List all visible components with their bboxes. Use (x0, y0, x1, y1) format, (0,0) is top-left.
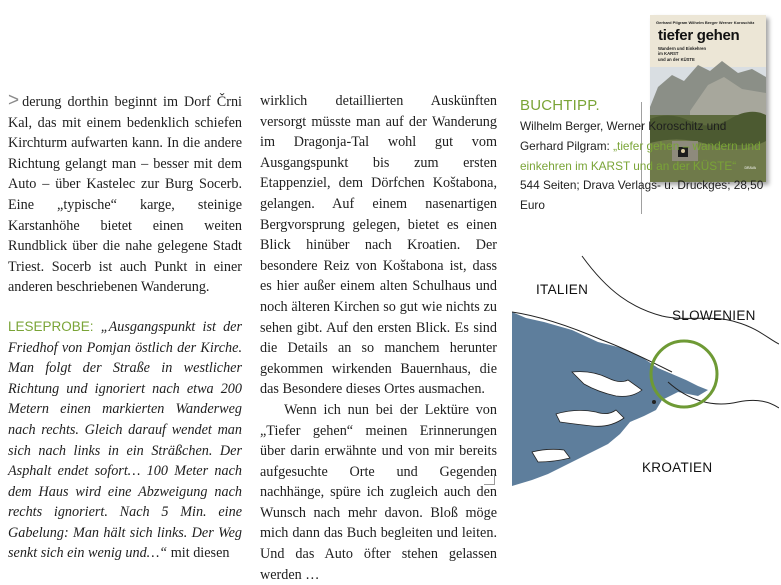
map-label-slowenien: SLOWENIEN (672, 308, 756, 323)
region-map (512, 252, 779, 486)
leseprobe-label: LESEPROBE: (8, 318, 94, 334)
book-cover-subtitle-line1: Wandern und Einkehren (658, 46, 707, 51)
buchtipp-title: „tiefer gehen – wandern und einkehren im KARST und an der KÜSTE“ (520, 138, 761, 173)
leseprobe-quote: „Ausgangspunkt ist der Friedhof von Pomjan östlich der Kirche. Man folgt der Straße in westlicher Richtung und ignoriert nach etwa 200 Metern einen markierten Wanderweg nach rechts. Gleich darauf wendet man sich nach links in ein Sträßchen. Der Asphalt endet sofort… 100 Meter nach dem Haus wird eine Abzweigung nach rechts ignoriert. Nach 5 Min. eine Gabelung: Man hält sich links. Der Weg senkt sich ein wenig und…“ (8, 318, 243, 562)
article-column-2 (260, 91, 497, 585)
column1-paragraph-1-text: derung dorthin beginnt im Dorf Črni Kal, das mit einem bedenklich schiefen Kirchturm aufwarten kann. In die andere Richtung gelangt man – besser mit dem Auto – über Kastelec zur Burg Socerb. Eine „typische“ karge, steinige Karstanhöhe bietet einen weiten Rundblick über die nahe gelegene Stadt Triest. Socerb ist auch Punkt in einer anderen beschriebenen Wanderung. (8, 94, 242, 296)
article-end-mark (484, 474, 495, 485)
buchtipp-details: 544 Seiten; Drava Verlags- u. Druckges; 28,50 Euro (520, 178, 764, 213)
book-cover-publisher: DRAVA (744, 166, 756, 170)
buchtipp-body (520, 117, 770, 216)
column2-paragraph-2: Wenn ich nun bei der Lektüre von „Tiefer gehen“ meinen Erinnerungen über darin erwähnte und von mir bereits aufgesuchte Orte und Gegenden nachhänge, spüre ich zugleich auch den Wunsch nach mehr davon. Bloß möge mich dann das Buch begleiten und leiten. Und das Auto öfter stehen gelassen werden … (260, 401, 497, 583)
book-cover-subtitle-line2: im KARST (658, 51, 679, 57)
continuation-arrow-icon: > (8, 90, 20, 111)
leseprobe-tail: mit diesen (167, 545, 230, 562)
buchtipp-heading: BUCHTIPP. (520, 97, 600, 114)
book-cover-title: tiefer gehen (658, 27, 740, 44)
book-cover-subtitle (658, 46, 706, 62)
book-cover-authors: Gerhard Pilgram Wilhelm Berger Werner Koroschitz (656, 20, 755, 25)
column1-paragraph-1 (8, 91, 242, 298)
leseprobe-paragraph (8, 317, 242, 564)
map-label-kroatien: KROATIEN (642, 460, 713, 475)
article-column-1 (8, 91, 242, 564)
map-label-italien: ITALIEN (536, 282, 589, 297)
column2-paragraph-1: wirklich detaillierten Auskünften versorgt müsste man auf der Wanderung im Dragonja-Tal wohl gut vom Ausgangspunkt bis zum ersten Etappenziel, dem Dörfchen Koštabona, gelangen. Auf einem nasenartigen Bergvorsprung gelegen, bietet es einen Blick hinüber nach Kroatien. Der besondere Reiz von Koštabona ist, dass es hier außer einem alten Schulhaus und noch älteren Kirchen so gut wie nichts zu sehen gibt. Auf den ersten Blick. Es sind die Details an so manchem herunter gekommen wirkenden Bauernhaus, die das Besondere dieses Ortes ausmachen. (260, 93, 497, 398)
book-cover-subtitle-line3: und an der KÜSTE (658, 56, 695, 62)
buchtipp-authors: Wilhelm Berger, Werner Koroschitz und Gerhard Pilgram: (520, 119, 727, 153)
